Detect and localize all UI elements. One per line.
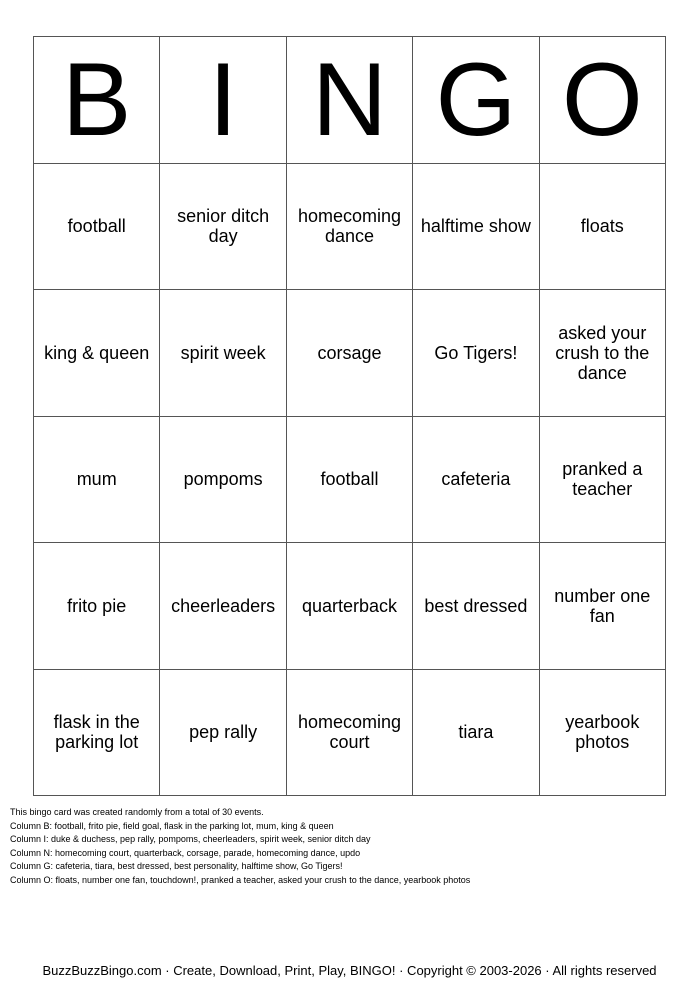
bingo-cell: homecoming court xyxy=(287,670,413,797)
bingo-cell: yearbook photos xyxy=(540,670,666,797)
bingo-cell: mum xyxy=(34,417,160,544)
notes-column-i: Column I: duke & duchess, pep rally, pompoms, cheerleaders, spirit week, senior ditch day xyxy=(10,834,371,844)
bingo-cell: best dressed xyxy=(413,543,539,670)
bingo-cell: spirit week xyxy=(160,290,286,417)
bingo-cell: football xyxy=(287,417,413,544)
bingo-cell: corsage xyxy=(287,290,413,417)
bingo-cell: asked your crush to the dance xyxy=(540,290,666,417)
bingo-cell: pranked a teacher xyxy=(540,417,666,544)
bingo-cell: homecoming dance xyxy=(287,164,413,291)
bingo-cell: quarterback xyxy=(287,543,413,670)
bingo-cell: halftime show xyxy=(413,164,539,291)
bingo-cell: senior ditch day xyxy=(160,164,286,291)
bingo-cell: cafeteria xyxy=(413,417,539,544)
page-footer: BuzzBuzzBingo.com · Create, Download, Print, Play, BINGO! · Copyright © 2003-2026 · All rights reserved xyxy=(42,963,657,978)
bingo-cell: frito pie xyxy=(34,543,160,670)
card-notes xyxy=(10,806,690,887)
bingo-cell: floats xyxy=(540,164,666,291)
bingo-cell: Go Tigers! xyxy=(413,290,539,417)
bingo-cell: pep rally xyxy=(160,670,286,797)
header-letter-i: I xyxy=(160,37,286,164)
notes-column-g: Column G: cafeteria, tiara, best dressed, best personality, halftime show, Go Tigers! xyxy=(10,861,343,871)
notes-column-n: Column N: homecoming court, quarterback, corsage, parade, homecoming dance, updo xyxy=(10,847,361,858)
header-letter-n: N xyxy=(287,37,413,164)
bingo-card xyxy=(33,36,666,796)
bingo-cell: football xyxy=(34,164,160,291)
bingo-cell: number one fan xyxy=(540,543,666,670)
bingo-cell: king & queen xyxy=(34,290,160,417)
bingo-cell: pompoms xyxy=(160,417,286,544)
notes-summary: This bingo card was created randomly from a total of 30 events. xyxy=(10,807,264,817)
header-letter-b: B xyxy=(34,37,160,164)
bingo-cell: flask in the parking lot xyxy=(34,670,160,797)
notes-column-o: Column O: floats, number one fan, touchdown!, pranked a teacher, asked your crush to the dance, yearbook photos xyxy=(10,874,471,885)
header-letter-o: O xyxy=(540,37,666,164)
bingo-cell: tiara xyxy=(413,670,539,797)
header-letter-g: G xyxy=(413,37,539,164)
bingo-cell: cheerleaders xyxy=(160,543,286,670)
notes-column-b: Column B: football, frito pie, field goal, flask in the parking lot, mum, king & queen xyxy=(10,820,334,831)
